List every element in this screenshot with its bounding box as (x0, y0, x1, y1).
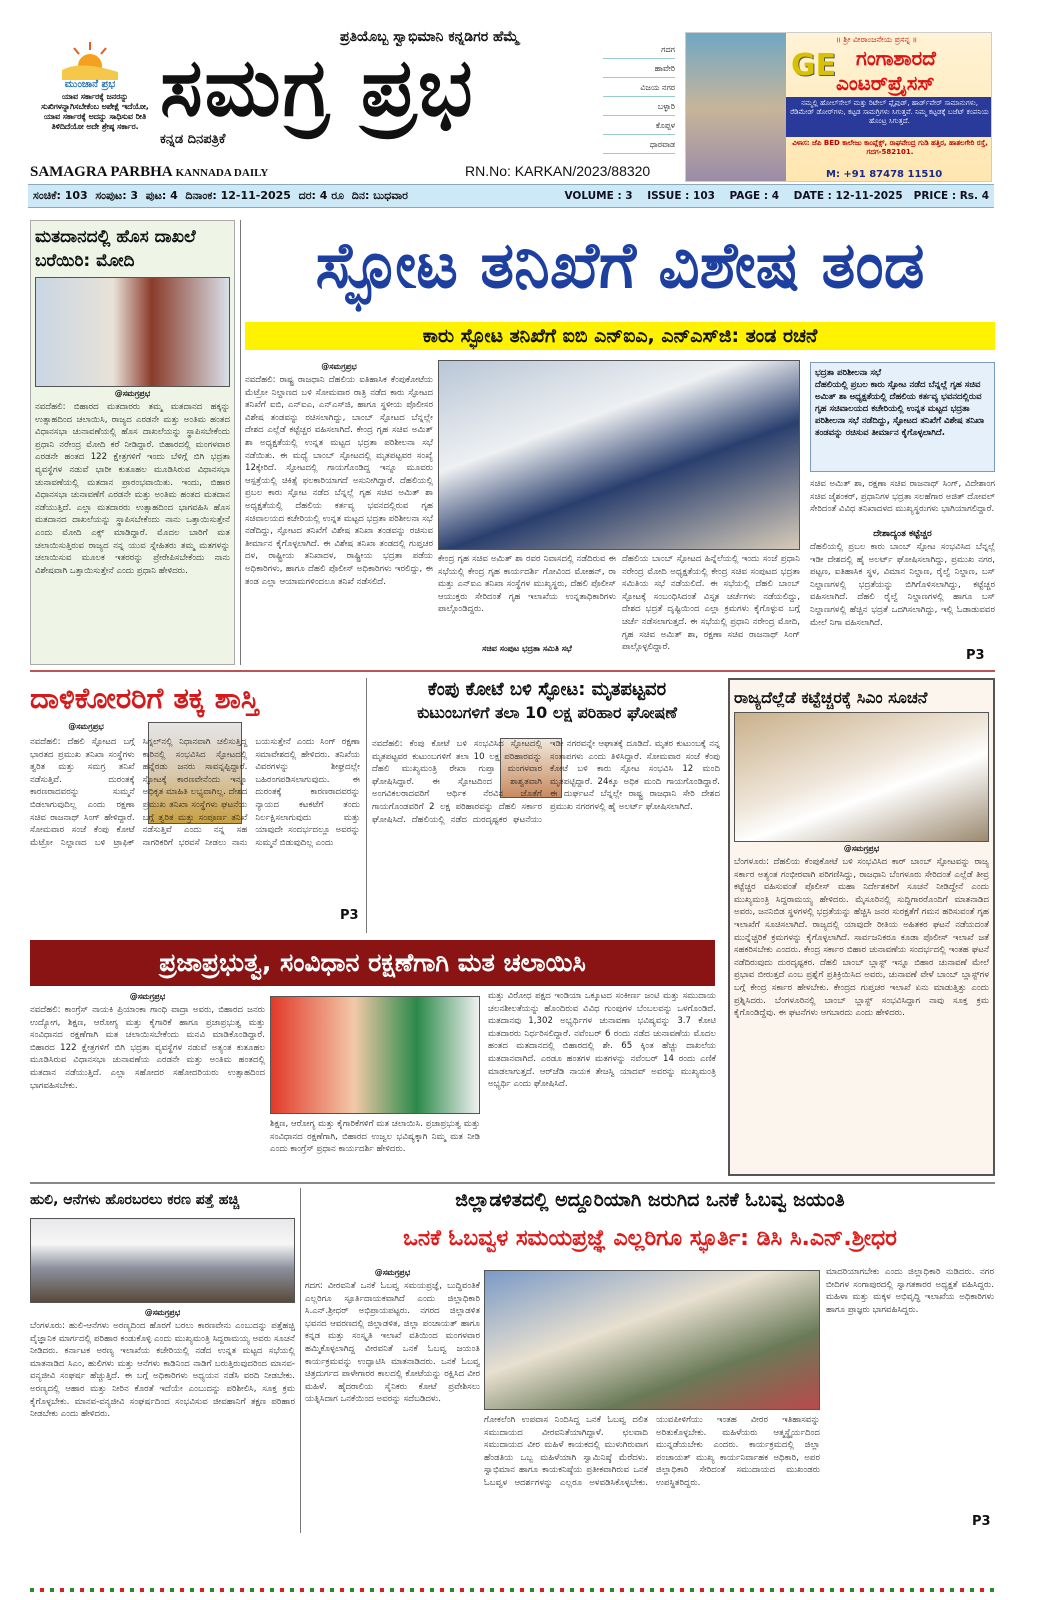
issue-info-bar (28, 184, 994, 208)
obavva-col-1 (305, 1266, 480, 1530)
advertisement[interactable] (685, 32, 992, 182)
edition-item: ಕೊಪ್ಪಳ (603, 116, 675, 135)
lead-column-3 (810, 478, 995, 641)
issue-info-english: VOLUME : 3 ISSUE : 103 PAGE : 4 DATE : 12-11-2025 PRICE : Rs. 4 (564, 190, 989, 202)
byline: @ಸಮಗ್ರಪ್ರಭ (374, 1268, 411, 1277)
ad-address: ವಿಳಾಸ: ಜೆಪಿ BED ಕಾಲೇಜು ಕಾಂಪ್ಲೆಕ್ಸ್, ರಾಘವೇಂದ್ರ ಗುಡಿ ಹತ್ತಿರ, ಹಾತಲಗೇರಿ ರಸ್ತೆ, ಗದಗ-582101. (792, 139, 988, 156)
edition-item: ಧಾರವಾಡ (603, 135, 675, 154)
priyanka-photo (270, 996, 480, 1114)
motto: ಯಾವ ಸರ್ಕಾರಕ್ಕೆ ಜನರನ್ನು ಸುಖಿಗಳನ್ನಾಗಿಸಬೇಕೆಂಬ ಅಪೇಕ್ಷೆ ಇದೆಯೋ, ಯಾವ ಸರ್ಕಾರಕ್ಕೆ ಅದನ್ನು ಸಾಧಿಸುವ ರೀತಿ ತಿಳಿದಿದೆಯೋ ಅದೇ ಶ್ರೇಷ್ಠ ಸರ್ಕಾರ. (41, 92, 149, 131)
edition-list (603, 40, 675, 154)
rajnath-col-1 (30, 722, 142, 732)
newspaper-title: ಸಮಗ್ರ ಪ್ರಭ (160, 41, 475, 134)
divider (240, 220, 241, 665)
jump-page: P3 (340, 908, 359, 923)
ad-name-1: ಗಂಗಾಶಾರದೆ (856, 46, 936, 70)
hospital-visit-photo (438, 360, 800, 550)
edition-item: ಗದಗ (603, 40, 675, 59)
headline: ರಾಜ್ಯದೆಲ್ಲೆಡೆ ಕಟ್ಟೆಚ್ಚರಕ್ಕೆ ಸಿಎಂ ಸೂಚನೆ (734, 688, 928, 707)
lead-subhead: ಕಾರು ಸ್ಫೋಟ ತನಿಖೆಗೆ ಐಬಿ ಎನ್‌ಐಎ, ಎನ್‌ಎಸ್‌ಜಿ: ತಂಡ ರಚನೆ (245, 322, 995, 350)
byline: @ಸಮಗ್ರಪ್ರಭ (114, 389, 151, 398)
priyanka-col-1 (30, 990, 265, 1176)
article-modi (30, 220, 235, 665)
forest-meeting-photo (30, 1218, 295, 1303)
divider (366, 678, 367, 933)
jump-page: P3 (966, 648, 985, 663)
edition-item: ಹಾವೇರಿ (603, 59, 675, 78)
article-cm (728, 678, 995, 1176)
ad-description: ನಮ್ಮಲ್ಲಿ ಹೋಲ್‌ಸೇಲ್ ಮತ್ತು ರಿಟೇಲ್ ಪ್ಲೈವುಡ್, ಹಾರ್ಡ್‌ವೇರ್ ಸಾಮಾನುಗಳು, ರೆಡಿಮೇಡ್ ಡೋರ್‌ಗಳು, ಕಟ್ಟಡ ಸಾಮಗ್ರಿಗಳು ಸಿಗುತ್ತವೆ. ನಿಮ್ಮ ಕಟ್ಟಡಕ್ಕೆ ಬಜೆಟ್ ಕಂಪನಿಯ ಹೊಂಟ್ರ ಸಿಗುತ್ತದೆ. (786, 97, 992, 137)
huli-headline: ಹುಲಿ, ಆನೆಗಳು ಹೊರಬರಲು ಕರಣ ಪತ್ತೆ ಹಚ್ಚಿ (30, 1192, 240, 1208)
english-name-sub: KANNADA DAILY (175, 167, 269, 179)
article-body: ಗದಗ: ವೀರವನಿತೆ ಒನಕೆ ಓಬವ್ವ ಸಮಯಪ್ರಜ್ಞೆ, ಬುದ್ಧಿವಂತಿಕೆ ಎಲ್ಲರಿಗೂ ಸ್ಫೂರ್ತಿದಾಯಕವಾಗಿದೆ ಎಂದು ಜಿಲ್ಲಾಧಿಕಾರಿ ಸಿ.ಎನ್.ಶ್ರೀಧರ್ ಅಭಿಪ್ರಾಯಪಟ್ಟರು. ನಗರದ ಜಿಲ್ಲಾಡಳಿತ ಭವನದ ಆವರಣದಲ್ಲಿ ಜಿಲ್ಲಾಡಳಿತ, ಜಿಲ್ಲಾ ಪಂಚಾಯತ್ ಹಾಗೂ ಕನ್ನಡ ಮತ್ತು ಸಂಸ್ಕೃತಿ ಇಲಾಖೆ ವತಿಯಿಂದ ಮಂಗಳವಾರ ಹಮ್ಮಿಕೊಳ್ಳಲಾಗಿದ್ದ ವೀರವನಿತೆ ಒನಕೆ ಓಬವ್ವ ಜಯಂತಿ ಕಾರ್ಯಕ್ರಮವನ್ನು ಉದ್ಘಾಟಿಸಿ ಮಾತನಾಡಿದರು. ಒನಕೆ ಓಬವ್ವ ಚಿತ್ರದುರ್ಗದ ಪಾಳೇಗಾರರ ಕಾಲದಲ್ಲಿ ಕೋಟೆಯನ್ನು ರಕ್ಷಿಸಿದ ವೀರ ಮಹಿಳೆ. ಹೈದರಾಲಿಯ ಸೈನಿಕರು ಕೋಟೆ ಪ್ರವೇಶಿಸಲು ಯತ್ನಿಸಿದಾಗ ಒನಕೆಯಿಂದ ಅವರನ್ನು ಸದೆಬಡಿದಳು. (305, 1281, 480, 1405)
byline: @ಸಮಗ್ರಪ್ರಭ (68, 722, 104, 731)
registration-number: RN.No: KARKAN/2023/88320 (465, 163, 651, 179)
logo (60, 40, 120, 80)
lead-column-2 (438, 553, 616, 654)
huli-body (30, 1306, 295, 1534)
logo-label: ಮುಂಜಾನೆ ಪ್ರಭ (64, 79, 116, 90)
caption: ಸಚಿವ ಸಂಪುಟ ಭದ್ರತಾ ಸಮಿತಿ ಸಭೆ (482, 644, 572, 653)
redfort-headline (372, 678, 722, 724)
headline-line-2: ಕುಟುಂಬಗಳಿಗೆ ತಲಾ 10 ಲಕ್ಷ ಪರಿಹಾರ ಘೋಷಣೆ (417, 703, 677, 722)
byline: @ಸಮಗ್ರಪ್ರಭ (321, 362, 357, 371)
article-body: ಶಿಕ್ಷಣ, ಆರೋಗ್ಯ ಮತ್ತು ಕೈಗಾರಿಕೆಗಳಿಗೆ ಮತ ಚಲಾಯಿಸಿ. ಪ್ರಜಾಪ್ರಭುತ್ವ ಮತ್ತು ಸಂವಿಧಾನದ ರಕ್ಷಣೆಗಾಗಿ, ಬಿಹಾರದ ಉಜ್ವಲ ಭವಿಷ್ಯಕ್ಕಾಗಿ ನಿಮ್ಮ ಮತ ನೀಡಿ ಎಂದು ಕಾಂಗ್ರೆಸ್ ಪ್ರಧಾನ ಕಾರ್ಯದರ್ಶಿ ಹೇಳಿದರು. (270, 1119, 480, 1155)
tagline: ಪ್ರತಿಯೊಬ್ಬ ಸ್ವಾಭಿಮಾನಿ ಕನ್ನಡಿಗರ ಹೆಮ್ಮೆ (340, 29, 520, 45)
headline-line-1: ಕೆಂಪು ಕೋಟೆ ಬಳಿ ಸ್ಫೋಟ: ಮೃತಪಟ್ಟವರ (427, 679, 667, 700)
box-title: ಭದ್ರತಾ ಪರಿಶೀಲನಾ ಸಭೆ (815, 368, 882, 378)
issue-info-kannada: ಸಂಚಿಕೆ: 103 ಸಂಪುಟ: 3 ಪುಟ: 4 ದಿನಾಂಕ: 12-11-2025 ದರ: 4 ರೂ ದಿನ: ಬುಧವಾರ (33, 189, 408, 202)
article-body: ಸಚಿವ ಅಮಿತ್ ಶಾ, ರಕ್ಷಣಾ ಸಚಿವ ರಾಜನಾಥ್ ಸಿಂಗ್, ವಿದೇಶಾಂಗ ಸಚಿವ ಜೈಶಂಕರ್, ಪ್ರಧಾನಿಗಳ ಭದ್ರತಾ ಸಲಹೆಗಾರ ಅಜಿತ್ ದೋವಲ್ ಸೇರಿದಂತೆ ವಿವಿಧ ತನಿಖಾದಳದ ಮುಖ್ಯಸ್ಥರುಗಳು ಭಾಗಿಯಾಗಲಿದ್ದಾರೆ. (810, 479, 995, 515)
article-body: ನವದೆಹಲಿ: ರಾಷ್ಟ್ರ ರಾಜಧಾನಿ ದೆಹಲಿಯ ಐತಿಹಾಸಿಕ ಕೆಂಪುಕೋಟೆಯ ಮೆಟ್ರೋ ನಿಲ್ದಾಣದ ಬಳಿ ಸೋಮವಾರ ರಾತ್ರಿ ನಡೆದ ಕಾರು ಸ್ಫೋಟದ ತನಿಖೆಗೆ ಐಬಿ, ಎನ್‌ಐಎ, ಎನ್‌ಎಸ್‌ಜಿ, ಹಾಗೂ ಸ್ಥಳೀಯ ಪೊಲೀಸರ ವಿಶೇಷ ತಂಡವನ್ನು ರಚಿಸಲಾಗಿದ್ದು, ಬಾಂಬ್ ಸ್ಫೋಟದ ಬೆನ್ನಲ್ಲೇ ದೇಶದ ಎಲ್ಲೆಡೆ ಕಟ್ಟೆಚ್ಚರ ವಹಿಸಲಾಗಿದೆ. ಕೇಂದ್ರ ಗೃಹ ಸಚಿವ ಅಮಿತ್ ಶಾ ಅಧ್ಯಕ್ಷತೆಯಲ್ಲಿ ಉನ್ನತ ಮಟ್ಟದ ಭದ್ರತಾ ಪರಿಶೀಲನಾ ಸಭೆ ನಡೆಯಿತು. ಈ ಮಧ್ಯೆ ಬಾಂಬ್ ಸ್ಫೋಟದಲ್ಲಿ ಮೃತಪಟ್ಟವರ ಸಂಖ್ಯೆ 12ಕ್ಕೇರಿದೆ. ಸ್ಫೋಟದಲ್ಲಿ ಗಾಯಗೊಂಡಿದ್ದ ಇನ್ನೂ ಮೂವರು ಆಸ್ಪತ್ರೆಯಲ್ಲಿ ಚಿಕಿತ್ಸೆ ಫಲಕಾರಿಯಾಗದೆ ಅಸುನೀಗಿದ್ದಾರೆ. ದೆಹಲಿಯಲ್ಲಿ ಪ್ರಬಲ ಕಾರು ಸ್ಫೋಟ ನಡೆದ ಬೆನ್ನಲ್ಲೆ ಗೃಹ ಸಚಿವ ಅಮಿತ್ ಶಾ ಅಧ್ಯಕ್ಷತೆಯಲ್ಲಿ ದೆಹಲಿಯ ಕರ್ತವ್ಯ ಭವನದಲ್ಲಿರುವ ಗೃಹ ಸಚಿವಾಲಯದ ಕಚೇರಿಯಲ್ಲಿ ಉನ್ನತ ಮಟ್ಟದ ಭದ್ರತಾ ಪರಿಶೀಲನಾ ಸಭೆ ನಡೆದಿದ್ದು, ಸ್ಫೋಟದ ತನಿಖೆಗೆ ವಿಶೇಷ ತನಿಖಾ ತಂಡವನ್ನು ರಚಿಸುವ ತೀರ್ಮಾನ ಕೈಗೊಳ್ಳಲಾಗಿದೆ. ಈ ವಿಶೇಷ ತನಿಖಾ ತಂಡದಲ್ಲಿ ಗುಪ್ತಚರ ದಳ, ರಾಷ್ಟ್ರೀಯ ತನಿಖಾದಳ, ರಾಷ್ಟ್ರೀಯ ಭದ್ರತಾ ಪಡೆಯ ಅಧಿಕಾರಿಗಳು, ಹಾಗೂ ದೆಹಲಿ ಪೊಲೀಸ್ ಅಧಿಕಾರಿಗಳು ಇರಲಿದ್ದು, ಈ ತಂಡ ಎಲ್ಲಾ ಆಯಾಮಗಳಿಂದಲೂ ತನಿಖೆ ನಡೆಸಲಿದೆ. (245, 375, 433, 587)
article-body: ಗೋಕಲೆಂಗಿ ಉಪವಾಸ ನಿಂದಿಸಿದ್ದ ಒನಕೆ ಓಬವ್ವ ದಲಿತ ಸಮುದಾಯದ ವೀರವನಿತೆಯಾಗಿದ್ದಾಳೆ. ಛಲವಾದಿ ಸಮುದಾಯದ ವೀರ ಮಹಿಳೆ ಕಾಯಕದಲ್ಲಿ ಮುಳುಗಿರುವಾಗ ಹೆಂಡತಿಯ ಒಬ್ಬ ಮಹಿಳೆಯಾಗಿ ಸ್ವಾಮಿನಿಷ್ಠೆ ಮೆರೆದಳು. ಸ್ವಾಭಿಮಾನ ಹಾಗೂ ಕಾಯಕನಿಷ್ಠೆಯ ಪ್ರತೀಕವಾಗಿರುವ ಒನಕೆ ಓಬವ್ವಳ ಆದರ್ಶಗಳನ್ನು ಎಲ್ಲರೂ ಅಳವಡಿಸಿಕೊಳ್ಳಬೇಕು. ಯುವಪೀಳಿಗೆಯು ಇಂತಹ ವೀರರ ಇತಿಹಾಸವನ್ನು ಅರಿತುಕೊಳ್ಳಬೇಕು. ಮಹಿಳೆಯರು ಆತ್ಮಸ್ಥೈರ್ಯದಿಂದ ಮುನ್ನಡೆಯಬೇಕು ಎಂದರು. ಕಾರ್ಯಕ್ರಮದಲ್ಲಿ ಜಿಲ್ಲಾ ಪಂಚಾಯತ್ ಮುಖ್ಯ ಕಾರ್ಯನಿರ್ವಾಹಕ ಅಧಿಕಾರಿ, ಅಪರ ಜಿಲ್ಲಾಧಿಕಾರಿ ಸೇರಿದಂತೆ ಸಮುದಾಯದ ಮುಖಂಡರು ಉಪಸ್ಥಿತರಿದ್ದರು. (484, 1415, 820, 1488)
sunrise-icon (60, 40, 120, 80)
article-body: ಮತ್ತು ವಿರೋಧ ಪಕ್ಷದ ಇಂಡಿಯಾ ಒಕ್ಕೂಟದ ಸಂಕೀರ್ಣ ಜಂಟಿ ಮತ್ತು ಸಮುದಾಯ ಚಲನಶೀಲತೆಯನ್ನು ಹೊಂದಿರುವ ವಿವಿಧ ಗುಂಪುಗಳ ಬೆಂಬಲವನ್ನು ಒಳಗೊಂಡಿದೆ. ಮತದಾನವು 1,302 ಅಭ್ಯರ್ಥಿಗಳ ಚುನಾವಣಾ ಭವಿಷ್ಯವನ್ನು 3.7 ಕೋಟಿ ಮತದಾರರು ನಿರ್ಧರಿಸಲಿದ್ದಾರೆ. ನವೆಂಬರ್ 6 ರಂದು ನಡೆದ ಚುನಾವಣೆಯ ಮೊದಲ ಹಂತದ ಮತದಾನದಲ್ಲಿ ಬಿಹಾರದಲ್ಲಿ ಶೇ. 65 ಕ್ಕಿಂತ ಹೆಚ್ಚು ದಾಖಲೆಯ ಮತದಾನವಾಗಿದೆ. ಎರಡೂ ಹಂತಗಳ ಮತಗಳನ್ನು ನವೆಂಬರ್ 14 ರಂದು ಎಣಿಕೆ ಮಾಡಲಾಗುತ್ತದೆ. ಆರ್‌ಜೆಡಿ ನಾಯಕ ತೇಜಸ್ವಿ ಯಾದವ್ ಅವರನ್ನು ಮುಖ್ಯಮಂತ್ರಿ ಅಭ್ಯರ್ಥಿ ಎಂದು ಘೋಷಿಸಿದೆ. (488, 991, 716, 1090)
security-meeting-box (810, 362, 995, 472)
ad-blessing: ॥ ಶ್ರೀ ವೀರಾಂಜನೇಯ ಪ್ರಸನ್ನ ॥ (836, 35, 918, 44)
article-body: ಕೇಂದ್ರ ಗೃಹ ಸಚಿವ ಅಮಿತ್ ಶಾ ರವರ ನಿವಾಸದಲ್ಲಿ ನಡೆದಿರುವ ಈ ಸಭೆಯಲ್ಲಿ ಕೇಂದ್ರ ಗೃಹ ಕಾರ್ಯದರ್ಶಿ ಗೋವಿಂದ ಮೋಹನ್, ರಾ ಮತ್ತು ಎನ್‌ಐಎ ತನಿಖಾ ಸಂಸ್ಥೆಗಳ ಮುಖ್ಯಸ್ಥರು, ದೆಹಲಿ ಪೊಲೀಸ್ ಆಯುಕ್ತರು ಸೇರಿದಂತೆ ಗೃಹ ಇಲಾಖೆಯ ಉನ್ನತಾಧಿಕಾರಿಗಳು ಪಾಲ್ಗೊಂಡಿದ್ದರು. (438, 554, 616, 615)
byline: @ಸಮಗ್ರಪ್ರಭ (843, 844, 880, 853)
article-body: ನವದೆಹಲಿ: ಕೆಂಪು ಕೋಟೆ ಬಳಿ ಸಂಭವಿಸಿದ ಸ್ಫೋಟದಲ್ಲಿ ಮೃತಪಟ್ಟವರ ಕುಟುಂಬಗಳಿಗೆ ತಲಾ 10 ಲಕ್ಷ ಪರಿಹಾರವನ್ನು ದೆಹಲಿ ಮುಖ್ಯಮಂತ್ರಿ ರೇಖಾ ಗುಪ್ತಾ ಮಂಗಳವಾರ ಘೋಷಿಸಿದ್ದಾರೆ. ಈ ಸ್ಫೋಟದಿಂದ ಶಾಶ್ವತವಾಗಿ ಅಂಗವಿಕಲರಾದವರಿಗೆ ಆರ್ಥಿಕ ನೆರವಿನ ಜೊತೆಗೆ ಗಾಯಗೊಂಡವರಿಗೆ 2 ಲಕ್ಷ ಪರಿಹಾರವನ್ನು ದೆಹಲಿ ಸರ್ಕಾರ ಘೋಷಿಸಿದೆ. ದೆಹಲಿಯಲ್ಲಿ ನಡೆದ ದುರದೃಷ್ಟಕರ ಘಟನೆಯು ಇಡೀ ನಗರವನ್ನೇ ಆಘಾತಕ್ಕೆ ದೂಡಿದೆ. ಮೃತರ ಕುಟುಂಬಕ್ಕೆ ನನ್ನ ಸಂತಾಪಗಳು ಎಂದು ತಿಳಿಸಿದ್ದಾರೆ. ಸೋಮವಾರ ಸಂಜೆ ಕೆಂಪು ಕೋಟೆ ಬಳಿ ಕಾರು ಸ್ಫೋಟ ಸಂಭವಿಸಿ 12 ಮಂದಿ ಮೃತಪಟ್ಟಿದ್ದಾರೆ. 24ಕ್ಕೂ ಅಧಿಕ ಮಂದಿ ಗಾಯಗೊಂಡಿದ್ದಾರೆ. ಈ ದುರ್ಘಟನೆ ಬೆನ್ನಲ್ಲೇ ರಾಷ್ಟ್ರ ರಾಜಧಾನಿ ಸೇರಿ ದೇಶದ ಪ್ರಮುಖ ನಗರಗಳಲ್ಲಿ ಹೈ ಅಲರ್ಟ್ ಘೋಷಿಸಲಾಗಿದೆ. (372, 739, 720, 825)
article-body: ದೆಹಲಿಯಲ್ಲಿ ಪ್ರಬಲ ಕಾರು ಬಾಂಬ್ ಸ್ಫೋಟ ಸಂಭವಿಸಿದ ಬೆನ್ನಲ್ಲೆ ಇಡೀ ದೇಶದಲ್ಲಿ ಹೈ ಅಲರ್ಟ್ ಘೋಷಿಸಲಾಗಿದ್ದು, ಪ್ರಮುಖ ನಗರ, ಪಟ್ಟಣ, ಐತಿಹಾಸಿಕ ಸ್ಥಳ, ವಿಮಾನ ನಿಲ್ದಾಣ, ರೈಲ್ವೆ ನಿಲ್ದಾಣ, ಬಸ್ ನಿಲ್ದಾಣಗಳಲ್ಲಿ ಭದ್ರತೆಯನ್ನು ಬಿಗಿಗೊಳಿಸಲಾಗಿದ್ದು, ಕಟ್ಟೆಚ್ಚರ ವಹಿಸಲಾಗಿದೆ. ದೆಹಲಿ ರೈಲ್ವೆ ನಿಲ್ದಾಣಗಳಲ್ಲಿ ಹಾಗೂ ಬಸ್ ನಿಲ್ದಾಣಗಳಲ್ಲಿ ಹೆಚ್ಚಿನ ಭದ್ರತೆ ಒದಗಿಸಲಾಗಿದ್ದು, ಇಲ್ಲಿ ಓಡಾಡುವವರ ಮೇಲೆ ನಿಗಾ ವಹಿಸಲಾಗಿದೆ. (810, 542, 995, 628)
ad-phone[interactable]: M: +91 87478 11510 (826, 169, 943, 180)
shop-photo (686, 33, 786, 182)
jayanti-event-photo (484, 1270, 820, 1410)
divider (30, 1182, 995, 1184)
edition-item: ವಿಜಯ ನಗರ (603, 78, 675, 97)
article-body: ದೆಹಲಿಯ ಬಾಂಬ್ ಸ್ಫೋಟದ ಹಿನ್ನೆಲೆಯಲ್ಲಿ ಇಂದು ಸಂಜೆ ಪ್ರಧಾನಿ ನರೇಂದ್ರ ಮೋದಿ ಅಧ್ಯಕ್ಷತೆಯಲ್ಲಿ ಕೇಂದ್ರ ಸಚಿವ ಸಂಪುಟದ ಭದ್ರತಾ ಸಮಿತಿಯ ಸಭೆ ನಡೆಯಲಿದೆ. ಈ ಸಭೆಯಲ್ಲಿ ದೆಹಲಿ ಬಾಂಬ್ ಸ್ಫೋಟಕ್ಕೆ ಸಂಬಂಧಿಸಿದಂತೆ ವಿಸ್ತೃತ ಚರ್ಚೆಗಳು ನಡೆಯಲಿದ್ದು, ದೇಶದ ಭದ್ರತೆ ದೃಷ್ಟಿಯಿಂದ ಎಲ್ಲಾ ಕ್ರಮಗಳು ಕೈಗೊಳ್ಳುವ ಬಗ್ಗೆ ಚರ್ಚೆ ನಡೆಸಲಾಗುತ್ತದೆ. ಈ ಸಭೆಯಲ್ಲಿ ಪ್ರಧಾನಿ ನರೇಂದ್ರ ಮೋದಿ, ಗೃಹ ಸಚಿವ ಅಮಿತ್ ಶಾ, ರಕ್ಷಣಾ ಸಚಿವ ರಾಜನಾಥ್ ಸಿಂಗ್ ಪಾಲ್ಗೊಳ್ಳಲಿದ್ದಾರೆ. (622, 554, 800, 653)
newspaper-subtitle: ಕನ್ನಡ ದಿನಪತ್ರಿಕೆ (160, 132, 226, 147)
obavva-headline: ಒನಕೆ ಓಬವ್ವಳ ಸಮಯಪ್ರಜ್ಞೆ ಎಲ್ಲರಿಗೂ ಸ್ಫೂರ್ತಿ: ಡಿಸಿ ಸಿ.ಎನ್.ಶ್ರೀಧರ (403, 1226, 897, 1251)
rajnath-headline: ದಾಳಿಕೋರರಿಗೆ ತಕ್ಕ ಶಾಸ್ತಿ (30, 681, 259, 715)
ad-name-2: ಎಂಟರ್‌ಪ್ರೈಸಸ್ (836, 71, 935, 95)
article-body: ನವದೆಹಲಿ: ಬಿಹಾರದ ಮತದಾರರು ತಮ್ಮ ಮತದಾನದ ಹಕ್ಕನ್ನು ಉತ್ಸಾಹದಿಂದ ಚಲಾಯಿಸಿ, ರಾಜ್ಯದ ಎರಡನೇ ಮತ್ತು ಅಂತಿಮ ಹಂತದ ವಿಧಾನಸಭಾ ಚುನಾವಣೆಯಲ್ಲಿ ಹೊಸ ದಾಖಲೆಯನ್ನು ಸ್ಥಾಪಿಸಬೇಕೆಂದು ಪ್ರಧಾನಿ ನರೇಂದ್ರ ಮೋದಿ ಕರೆ ನೀಡಿದ್ದಾರೆ. ಬಿಹಾರದಲ್ಲಿ ಮಂಗಳವಾರ ಎರಡನೇ ಹಂತದ 122 ಕ್ಷೇತ್ರಗಳಿಗೆ ಇಂದು ಬೆಳಿಗ್ಗೆ ಬಿಗಿ ಭದ್ರತಾ ವ್ಯವಸ್ಥೆಗಳ ನಡುವೆ ಭಾರೀ ಕುತೂಹಲ ಮೂಡಿಸಿರುವ ವಿಧಾನಸಭಾ ಚುನಾವಣೆಯಲ್ಲಿ ಮತದಾನ ಪ್ರಾರಂಭವಾಯಿತು. ಇಂದು, ಬಿಹಾರ ವಿಧಾನಸಭಾ ಚುನಾವಣೆಗೆ ಎರಡನೇ ಮತ್ತು ಅಂತಿಮ ಹಂತದ ಮತದಾನ ನಡೆಯುತ್ತಿದೆ. ಎಲ್ಲಾ ಮತದಾರರು ಉತ್ಸಾಹದಿಂದ ಭಾಗವಹಿಸಿ ಹೊಸ ಮತದಾನದ ದಾಖಲೆಯನ್ನು ಸ್ಥಾಪಿಸಬೇಕೆಂದು ನಾನು ಒತ್ತಾಯಿಸುತ್ತೇನೆ ಎಂದು ಮೋದಿ ಎಕ್ಸ್ ಮಾಡಿದ್ದಾರೆ. ಮೊದಲ ಬಾರಿಗೆ ಮತ ಚಲಾಯಿಸುತ್ತಿರುವ ರಾಜ್ಯದ ನನ್ನ ಯುವ ಸ್ನೇಹಿತರು ತಮ್ಮ ಮತಗಳನ್ನು ಚಲಾಯಿಸುವ ಮೂಲಕ ಇತರರನ್ನು ಪ್ರೇರೇಪಿಸಬೇಕೆಂದು ನಾನು ವಿಶೇಷವಾಗಿ ಒತ್ತಾಯಿಸುತ್ತೇನೆ ಎಂದು ಪ್ರಧಾನಿ ಹೇಳಿದರು. (35, 402, 230, 576)
article-body: ಬೆಂಗಳೂರು: ಹುಲಿ-ಆನೆಗಳು ಅರಣ್ಯದಿಂದ ಹೊರಗೆ ಬರಲು ಕಾರಣವೇನು ಎಂಬುದನ್ನು ಪತ್ತೆಹಚ್ಚಿ ವೈಜ್ಞಾನಿಕ ಮಾರ್ಗದಲ್ಲಿ ಪರಿಹಾರ ಕಂಡುಕೊಳ್ಳಿ ಎಂದು ಮುಖ್ಯಮಂತ್ರಿ ಸಿದ್ದರಾಮಯ್ಯ ಅವರು ಸೂಚನೆ ನೀಡಿದರು. ಕರ್ನಾಟಕ ಅರಣ್ಯ ಇಲಾಖೆಯ ಕಚೇರಿಯಲ್ಲಿ ನಡೆದ ಉನ್ನತ ಮಟ್ಟದ ಸಭೆಯಲ್ಲಿ ಮಾತನಾಡಿದ ಸಿಎಂ, ಹುಲಿಗಳು ಮತ್ತು ಆನೆಗಳು ಕಾಡಿನಿಂದ ನಾಡಿಗೆ ಬರುತ್ತಿರುವುದರಿಂದ ಮಾನವ-ವನ್ಯಜೀವಿ ಸಂಘರ್ಷ ಹೆಚ್ಚುತ್ತಿದೆ. ಈ ಬಗ್ಗೆ ಅಧಿಕಾರಿಗಳು ಅಧ್ಯಯನ ನಡೆಸಿ ವರದಿ ನೀಡಬೇಕು. ಅರಣ್ಯದಲ್ಲಿ ಆಹಾರ ಮತ್ತು ನೀರಿನ ಕೊರತೆ ಇದೆಯೇ ಎಂಬುದನ್ನು ಪರಿಶೀಲಿಸಿ, ಸೂಕ್ತ ಕ್ರಮ ಕೈಗೊಳ್ಳಬೇಕು. ಮಾನವ-ವನ್ಯಜೀವಿ ಸಂಘರ್ಷದಿಂದ ಸಂಭವಿಸುವ ಜೀವಹಾನಿಗೆ ತಕ್ಷಣ ಪರಿಹಾರ ನೀಡಬೇಕು ಎಂದು ಹೇಳಿದರು. (30, 1321, 295, 1420)
siddaramaiah-photo (734, 712, 989, 842)
lead-column-1 (245, 360, 433, 664)
edition-item: ಬಳ್ಳಾರಿ (603, 97, 675, 116)
subhead: ದೇಶಾದ್ಯಂತ ಕಟ್ಟೆಚ್ಚರ (873, 529, 932, 539)
byline: @ಸಮಗ್ರಪ್ರಭ (129, 992, 166, 1001)
headline: ಮತದಾನದಲ್ಲಿ ಹೊಸ ದಾಖಲೆ ಬರೆಯಿರಿ: ಮೋದಿ (35, 227, 196, 271)
divider (30, 670, 995, 672)
english-name-main: SAMAGRA PARBHA (30, 164, 172, 180)
divider (300, 1188, 301, 1533)
ge-logo: GE (791, 48, 837, 83)
article-body: ನವದೆಹಲಿ: ದೆಹಲಿ ಸ್ಫೋಟದ ಬಗ್ಗೆ ಭಾರತದ ಪ್ರಮುಖ ತನಿಖಾ ಸಂಸ್ಥೆಗಳು ತ್ವರಿತ ಮತ್ತು ಸಮಗ್ರ ತನಿಖೆ ನಡೆಸುತ್ತಿವೆ. ದುರಂತಕ್ಕೆ ಕಾರಣರಾದವರನ್ನು ಸುಮ್ಮನೆ ಬಿಡಲಾಗುವುದಿಲ್ಲ ಎಂದು ರಕ್ಷಣಾ ಸಚಿವ ರಾಜನಾಥ್ ಸಿಂಗ್ ಹೇಳಿದ್ದಾರೆ. ಸೋಮವಾರ ಸಂಜೆ ಕೆಂಪು ಕೋಟೆ ಮೆಟ್ರೋ ನಿಲ್ದಾಣದ ಬಳಿ ಟ್ರಾಫಿಕ್ ಸಿಗ್ನಲ್‌ನಲ್ಲಿ ನಿಧಾನವಾಗಿ ಚಲಿಸುತ್ತಿದ್ದ ಕಾರಿನಲ್ಲಿ ಸಂಭವಿಸಿದ ಸ್ಫೋಟದಲ್ಲಿ ಹನ್ನೆರಡು ಜನರು ಸಾವನ್ನಪ್ಪಿದ್ದಾರೆ. ಸ್ಫೋಟಕ್ಕೆ ಕಾರಣವೇನೆಂದು ಇನ್ನೂ ಅಧಿಕೃತ ಮಾಹಿತಿ ಲಭ್ಯವಾಗಿಲ್ಲ. ದೇಶದ ಪ್ರಮುಖ ತನಿಖಾ ಸಂಸ್ಥೆಗಳು ಘಟನೆಯ ಬಗ್ಗೆ ತ್ವರಿತ ಮತ್ತು ಸಂಪೂರ್ಣ ತನಿಖೆ ನಡೆಸುತ್ತಿವೆ ಎಂದು ನನ್ನ ಸಹ ನಾಗರಿಕರಿಗೆ ಭರವಸೆ ನೀಡಲು ನಾನು ಬಯಸುತ್ತೇನೆ ಎಂದು ಸಿಂಗ್ ರಕ್ಷಣಾ ಸಮಾವೇಶದಲ್ಲಿ ಹೇಳಿದರು. ತನಿಖೆಯ ವಿವರಗಳನ್ನು ಶೀಘ್ರದಲ್ಲೇ ಬಹಿರಂಗಪಡಿಸಲಾಗುವುದು. ಈ ದುರಂತಕ್ಕೆ ಕಾರಣರಾದವರನ್ನು ನ್ಯಾಯದ ಕಟಕಟೆಗೆ ತಂದು ನಿರ್ಲಕ್ಷಿಸಲಾಗುವುದು ಮತ್ತು ಯಾವುದೇ ಸಂದರ್ಭದಲ್ಲೂ ಅವರನ್ನು ಸುಮ್ಮನೆ ಬಿಡುವುದಿಲ್ಲ ಎಂದು (30, 737, 360, 848)
article-body: ನವದೆಹಲಿ: ಕಾಂಗ್ರೆಸ್ ನಾಯಕಿ ಪ್ರಿಯಾಂಕಾ ಗಾಂಧಿ ವಾದ್ರಾ ಅವರು, ಬಿಹಾರದ ಜನರು ಉದ್ಯೋಗ, ಶಿಕ್ಷಣ, ಆರೋಗ್ಯ ಮತ್ತು ಕೈಗಾರಿಕೆ ಹಾಗೂ ಪ್ರಜಾಪ್ರಭುತ್ವ ಮತ್ತು ಸಂವಿಧಾನದ ರಕ್ಷಣೆಗಾಗಿ ಮತ ಚಲಾಯಿಸಬೇಕೆಂದು ಮನವಿ ಮಾಡಿಕೊಂಡಿದ್ದಾರೆ. ಬಿಹಾರದ 122 ಕ್ಷೇತ್ರಗಳಿಗೆ ಬಿಗಿ ಭದ್ರತಾ ವ್ಯವಸ್ಥೆಗಳ ನಡುವೆ ಅತ್ಯಂತ ಕುತೂಹಲ ಮೂಡಿಸಿರುವ ವಿಧಾನಸಭಾ ಚುನಾವಣೆಯ ಎರಡನೇ ಮತ್ತು ಅಂತಿಮ ಹಂತದಲ್ಲಿ ಮತದಾನ ನಡೆಯುತ್ತಿದೆ. ಎಲ್ಲಾ ಸಹೋದರ ಸಹೋದರಿಯರು ಉತ್ಸಾಹದಿಂದ ಭಾಗವಹಿಸಬೇಕು. (30, 1005, 265, 1091)
article-body: ಮಾದರಿಯಾಗಬೇಕು ಎಂದು ಜಿಲ್ಲಾಧಿಕಾರಿ ನುಡಿದರು. ನಗರ ಬೀದಿಗಳ ಸಂಗಾಪುರದಲ್ಲಿ ಸ್ವಾಗತಕಾರರ ಅಧ್ಯಕ್ಷತೆ ವಹಿಸಿದ್ದರು. ಮಹಿಳಾ ಮತ್ತು ಮಕ್ಕಳ ಅಭಿವೃದ್ಧಿ ಇಲಾಖೆಯ ಅಧಿಕಾರಿಗಳು ಹಾಗೂ ಪ್ರಾಜ್ಞರು ಭಾಗವಹಿಸಿದ್ದರು. (826, 1267, 994, 1315)
lead-headline: ಸ್ಫೋಟ ತನಿಖೆಗೆ ವಿಶೇಷ ತಂಡ (315, 229, 925, 303)
modi-photo (35, 277, 230, 387)
footer-dots (30, 1588, 995, 1592)
article-body: ಬೆಂಗಳೂರು: ದೆಹಲಿಯ ಕೆಂಪುಕೋಟೆ ಬಳಿ ಸಂಭವಿಸಿದ ಕಾರ್ ಬಾಂಬ್ ಸ್ಫೋಟವನ್ನು ರಾಜ್ಯ ಸರ್ಕಾರ ಅತ್ಯಂತ ಗಂಭೀರವಾಗಿ ಪರಿಗಣಿಸಿದ್ದು, ರಾಜಧಾನಿ ಬೆಂಗಳೂರು ಸೇರಿದಂತೆ ಎಲ್ಲೆಡೆ ತೀವ್ರ ಕಟ್ಟೆಚ್ಚರ ವಹಿಸುವಂತೆ ಪೊಲೀಸ್ ಮಹಾ ನಿರ್ದೇಶಕರಿಗೆ ಸೂಚನೆ ನೀಡಿದ್ದೇನೆ ಎಂದು ಮುಖ್ಯಮಂತ್ರಿ ಸಿದ್ದರಾಮಯ್ಯ ಹೇಳಿದರು. ಮೈಸೂರಿನಲ್ಲಿ ಸುದ್ದಿಗಾರರೊಂದಿಗೆ ಮಾತನಾಡಿದ ಅವರು, ಜನನಿಬಿಡ ಸ್ಥಳಗಳಲ್ಲಿ ಭದ್ರತೆಯನ್ನು ಹೆಚ್ಚಿಸಿ ಜನರ ಸುರಕ್ಷತೆಗೆ ಗಮನ ಹರಿಸುವಂತೆ ಗೃಹ ಇಲಾಖೆಗೆ ಸೂಚಿಸಲಾಗಿದೆ. ರಾಜ್ಯದಲ್ಲಿ ಯಾವುದೇ ರೀತಿಯ ಅಹಿತಕರ ಘಟನೆ ನಡೆಯದಂತೆ ಮುನ್ನೆಚ್ಚರಿಕೆ ಕ್ರಮಗಳನ್ನು ಕೈಗೊಳ್ಳಲಾಗಿದೆ. ಸಾರ್ವಜನಿಕರೂ ಕೂಡಾ ಪೊಲೀಸ್ ಇಲಾಖೆ ಜತೆ ಸಹಕರಿಸಬೇಕು ಎಂದರು. ಕೇಂದ್ರ ಸರ್ಕಾರ ಬಿಹಾರ ಚುನಾವಣೆಯ ಸಂದರ್ಭದಲ್ಲಿ ಇಂತಹ ಘಟನೆ ನಡೆದಿರುವುದು ದುರದೃಷ್ಟಕರ. ದೆಹಲಿ ಬಾಂಬ್ ಬ್ಲಾಸ್ಟ್ ಇನ್ನೂ ಬಿಹಾರ ಚುನಾವಣೆ ಮೇಲೆ ಪ್ರಭಾವ ಬೀರುತ್ತದೆ ಎಂಬ ಪ್ರಶ್ನೆಗೆ ಪ್ರತಿಕ್ರಿಯಿಸಿದ ಅವರು, ಚುನಾವಣೆ ವೇಳೆ ಬಾಂಬ್ ಬ್ಲಾಸ್ಟ್‌ಗಳ ಬಗ್ಗೆ ಕೇಂದ್ರ ಸರ್ಕಾರ ಹೇಳಬೇಕು. ಕೇಂದ್ರದ ಗುಪ್ತಚರ ಇಲಾಖೆ ಏನು ಮಾಡುತ್ತಿತ್ತು ಎಂದು ಪ್ರಶ್ನಿಸಿದರು. ಬೆಂಗಳೂರಿನಲ್ಲಿ ಬಾಂಬ್ ಬ್ಲಾಸ್ಟ್ ಸಂಭವಿಸಿದ್ದಾಗ ನಾವು ಸೂಕ್ತ ಕ್ರಮ ಕೈಗೊಂಡಿದ್ದೆವು. ಈ ಘಟನೆಗಳು ಆಗಬಾರದು ಎಂದು ಹೇಳಿದರು. (734, 857, 989, 1019)
obavva-kicker: ಜಿಲ್ಲಾಡಳಿತದಲ್ಲಿ ಅದ್ದೂರಿಯಾಗಿ ಜರುಗಿದ ಒನಕೆ ಓಬವ್ವ ಜಯಂತಿ (455, 1189, 845, 1211)
jump-page: P3 (972, 1514, 991, 1529)
priyanka-headline: ಪ್ರಜಾಪ್ರಭುತ್ವ, ಸಂವಿಧಾನ ರಕ್ಷಣೆಗಾಗಿ ಮತ ಚಲಾಯಿಸಿ (30, 940, 715, 986)
box-body: ದೆಹಲಿಯಲ್ಲಿ ಪ್ರಬಲ ಕಾರು ಸ್ಫೋಟ ನಡೆದ ಬೆನ್ನಲ್ಲೆ ಗೃಹ ಸಚಿವ ಅಮಿತ್ ಶಾ ಅಧ್ಯಕ್ಷತೆಯಲ್ಲಿ ದೆಹಲಿಯ ಕರ್ತವ್ಯ ಭವನದಲ್ಲಿರುವ ಗೃಹ ಸಚಿವಾಲಯದ ಕಚೇರಿಯಲ್ಲಿ ಉನ್ನತ ಮಟ್ಟದ ಭದ್ರತಾ ಪರಿಶೀಲನಾ ಸಭೆ ನಡೆದಿದ್ದು, ಸ್ಫೋಟದ ತನಿಖೆಗೆ ವಿಶೇಷ ತನಿಖಾ ತಂಡವನ್ನು ರಚಿಸುವ ತೀರ್ಮಾನ ಕೈಗೊಳ್ಳಲಾಗಿದೆ. (815, 380, 985, 438)
english-name (30, 163, 268, 182)
byline: @ಸಮಗ್ರಪ್ರಭ (144, 1308, 181, 1317)
